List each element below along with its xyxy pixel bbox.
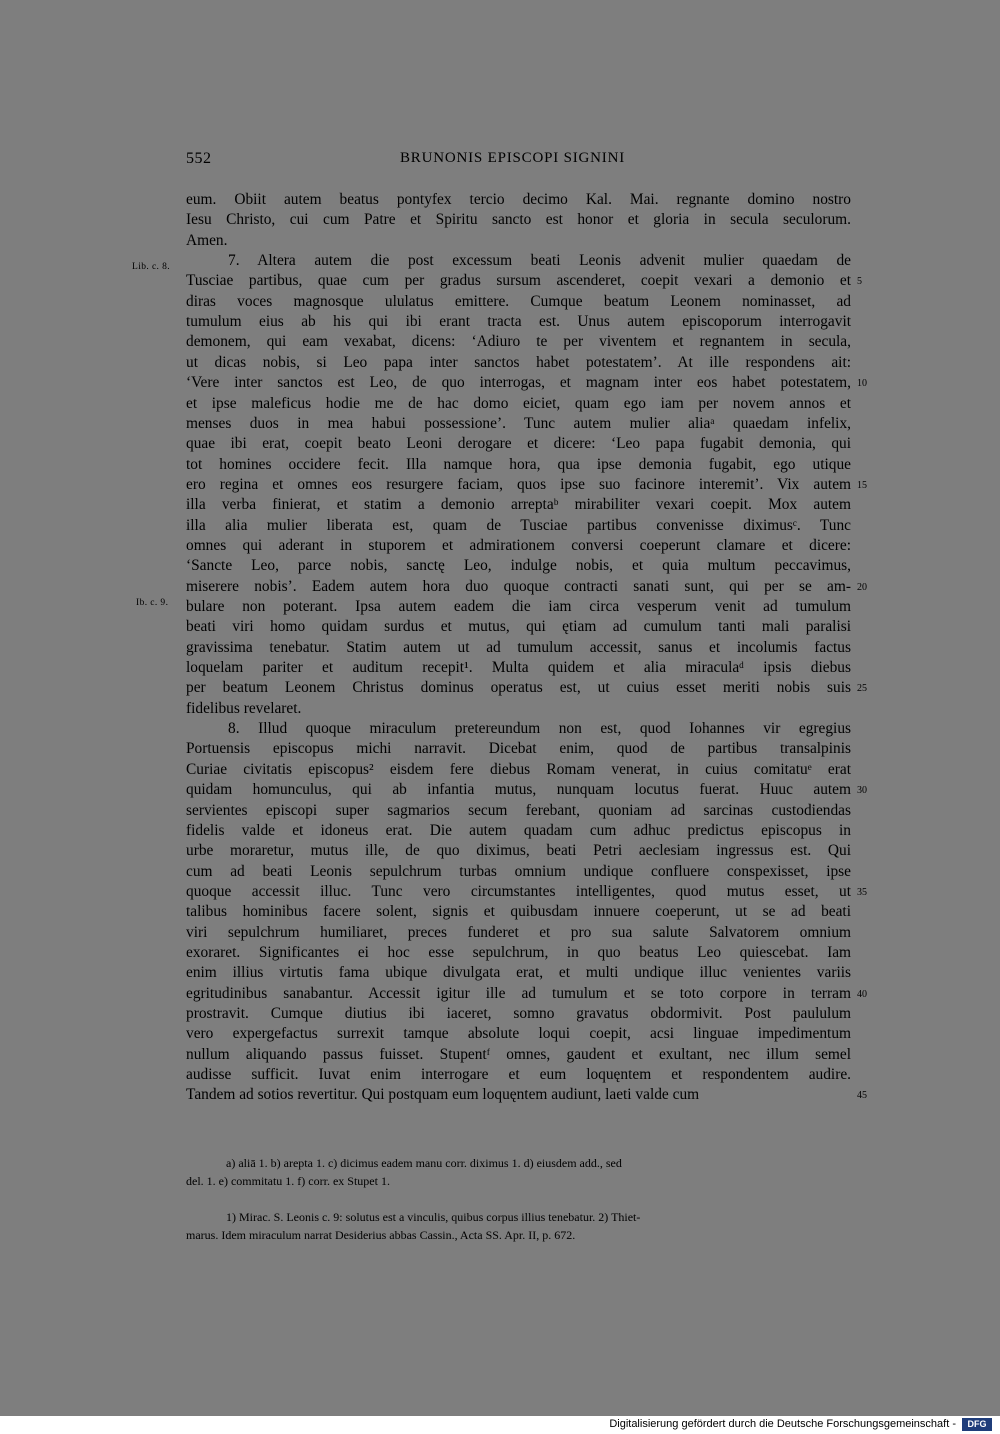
text-line: prostravit. Cumque diutius ibi iaceret, somno gravatus obdormivit. Post paululum: [186, 1005, 851, 1022]
text-line: bulare non poterant. Ipsa autem eadem die iam circa vesperum venit ad tumulum: [186, 598, 851, 615]
text-line: beati viri homo quidam surdus et mutus, qui ętiam ad cumulum tanti mali paralisi: [186, 618, 851, 636]
line-number: 5: [857, 276, 862, 288]
margin-ref: Lib. c. 8.: [132, 262, 171, 272]
text-line: demonem, qui eam vexabat, dicens: ‘Adiuro te per viventem et regnantem in secula,: [186, 333, 851, 351]
text-line: Tandem ad sotios revertitur. Qui postquam eum loquęntem audiunt, laeti valde cum: [186, 1086, 700, 1104]
text-line: 7. Altera autem die post excessum beati Leonis advenit mulier quaedam de: [228, 252, 851, 270]
margin-ref: Ib. c. 9.: [136, 598, 169, 608]
text-line: quae ibi erat, coepit beato Leoni derogare et dicere: ‘Leo papa fugabit demonia, qui: [186, 435, 851, 453]
text-line: gravissima tenebatur. Statim autem ut ad tumulum accessit, sanus et incolumis factus: [186, 638, 851, 656]
text-line: quoque accessit illuc. Tunc vero circumstantes intelligentes, quod mutus esset, ut: [186, 882, 851, 900]
footer-credit: Digitalisierung gefördert durch die Deutsche Forschungsgemeinschaft -: [609, 1418, 956, 1430]
critical-apparatus-line: a) aliā 1. b) arepta 1. c) dicimus eadem manu corr. diximus 1. d) eiusdem add., sed: [226, 1156, 622, 1170]
text-line: fidelibus revelaret.: [186, 699, 302, 717]
text-line: illa verba finierat, et statim a demonio arreptaᵇ mirabiliter vexari coepit. Mox autem: [186, 496, 851, 514]
source-note-line: 1) Mirac. S. Leonis c. 9: solutus est a vinculis, quibus corpus illius tenebatur. 2) Thiet-: [226, 1210, 641, 1224]
text-line: Tusciae partibus, quae cum per gradus sursum ascenderet, coepit vexari a demonio et: [186, 272, 851, 290]
text-line: eum. Obiit autem beatus pontyfex tercio decimo Kal. Mai. regnante domino nostro: [186, 191, 851, 208]
text-line: diras voces magnosque ululatus emittere. Cumque beatum Leonem nominasset, ad: [186, 292, 851, 310]
line-number: 10: [857, 378, 867, 390]
text-line: exoraret. Significantes ei hoc esse sepulchrum, in quo beatus Leo quiescebat. Iam: [186, 943, 851, 961]
text-line: et ipse maleficus hodie me de hac domo eiciet, quam ego iam per novem annos et: [186, 394, 851, 412]
text-line: tumulum eius ab his qui ibi erant tracta est. Unus autem episcoporum interrogavit: [186, 313, 851, 331]
text-line: enim illius virtutis fama ubique divulgata erat, et multi undique illuc venientes variis: [186, 964, 851, 982]
dfg-logo: DFG: [962, 1418, 992, 1431]
text-line: quidam homunculus, qui ab infantia mutus, nunquam locutus fuerat. Huuc autem: [186, 781, 851, 799]
text-line: ut dicas nobis, si Leo papa inter sanctos habet potestatem’. At ille respondens ait:: [186, 353, 851, 371]
text-line: cum ad beati Leonis sepulchrum turbas omnium undique confluere conspexisset, ipse: [186, 862, 851, 880]
text-line: Iesu Christo, cui cum Patre et Spiritu sancto est honor et gloria in secula seculorum.: [186, 211, 851, 229]
text-line: viri sepulchrum humiliaret, preces funderet et pro sua salute Salvatorem omnium: [186, 923, 851, 941]
text-line: talibus hominibus facere solent, signis et quibusdam innuere coeperunt, ut se ad beati: [186, 903, 851, 921]
text-line: urbe moraretur, mutus ille, de quo diximus, beati Petri aeclesiam ingressus est. Qui: [186, 842, 851, 860]
text-line: Portuensis episcopus michi narravit. Dicebat enim, quod de partibus transalpinis: [186, 740, 851, 758]
line-number: 20: [857, 581, 867, 593]
text-line: Amen.: [186, 231, 228, 249]
text-line: menses duos in mea habui possessione’. Tunc autem mulier aliaᵃ quaedam infelix,: [186, 414, 851, 432]
text-line: illa alia mulier liberata est, quam de Tusciae partibus convenisse diximusᶜ. Tunc: [186, 516, 851, 534]
text-line: egritudinibus sanabantur. Accessit igitur ille ad tumulum et se toto corpore in terram: [186, 984, 851, 1002]
text-line: per beatum Leonem Christus dominus operatus est, ut cuius esset meriti nobis suis: [186, 679, 851, 697]
line-number: 45: [857, 1090, 867, 1102]
text-line: tot homines occidere fecit. Illa namque hora, qua ipse demonia fugabit, ego utique: [186, 455, 851, 473]
text-line: ‘Vere inter sanctos est Leo, de quo interrogas, et magnam inter eos habet potestatem,: [186, 374, 851, 392]
text-line: nullum aliquando passus fuisset. Stupentᶠ omnes, gaudent et exultant, nec illum semel: [186, 1045, 851, 1063]
text-line: miserere nobis’. Eadem autem hora duo quoque contracti sanati sunt, qui per se am-: [186, 577, 851, 595]
line-number: 30: [857, 785, 867, 797]
text-line: 8. Illud quoque miraculum pretereundum non est, quod Iohannes vir egregius: [228, 720, 851, 738]
line-number: 25: [857, 683, 867, 695]
text-line: loquelam pariter et auditum recepit¹. Multa quidem et alia miraculaᵈ ipsis diebus: [186, 659, 851, 677]
line-number: 40: [857, 988, 867, 1000]
critical-apparatus-line: del. 1. e) commitatu 1. f) corr. ex Stupet 1.: [186, 1174, 390, 1188]
line-number: 35: [857, 886, 867, 898]
text-line: omnes qui aderant in stuporem et admirationem conversi coeperunt clamare et dicere:: [186, 536, 851, 554]
text-line: ‘Sancte Leo, parce nobis, sanctę Leo, indulge nobis, et quia multum peccavimus,: [186, 557, 851, 575]
text-line: servientes episcopi super sagmarios secum ferebant, quoniam ad sarcinas custodiendas: [186, 801, 851, 819]
page-number: 552: [186, 150, 212, 167]
line-number: 15: [857, 479, 867, 491]
text-line: Curiae civitatis episcopus² eisdem fere diebus Romam venerat, in cuius comitatuᵉ erat: [186, 760, 851, 778]
text-line: fidelis valde et idoneus erat. Die autem quadam cum adhuc predictus episcopus in: [186, 821, 851, 839]
running-title: BRUNONIS EPISCOPI SIGNINI: [400, 150, 626, 166]
source-note-line: marus. Idem miraculum narrat Desiderius abbas Cassin., Acta SS. Apr. II, p. 672.: [186, 1228, 576, 1242]
text-line: vero expergefactus surrexit tamque absolute loqui coepit, acsi linguae impedimentum: [186, 1025, 851, 1043]
text-line: audisse sufficit. Iuvat enim interrogare et eum loquęntem et respondentem audire.: [186, 1066, 851, 1084]
text-line: ero regina et omnes eos resurgere faciam, quos ipse suo facinore interemit’. Vix autem: [186, 475, 851, 493]
